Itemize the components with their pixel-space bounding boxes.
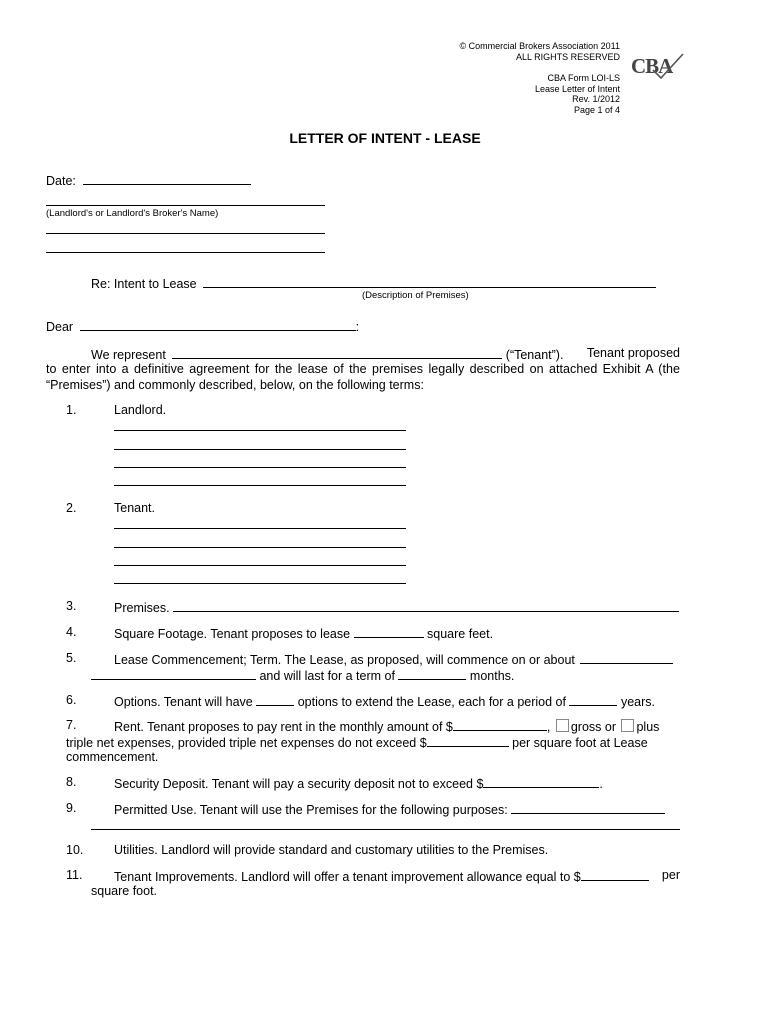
- revision: Rev. 1/2012: [572, 94, 620, 104]
- commencement-date-field[interactable]: [580, 651, 673, 664]
- landlord-field-4[interactable]: [114, 485, 406, 486]
- rent-comma: ,: [546, 720, 551, 734]
- copyright-text: © Commercial Brokers Association 2011: [459, 41, 620, 51]
- monthly-rent-field[interactable]: [453, 718, 547, 731]
- per-sf-text: per square foot at Lease: [512, 736, 648, 750]
- rights-text: ALL RIGHTS RESERVED: [515, 51, 620, 62]
- item-number: 10.: [66, 843, 84, 857]
- square-footage-text: Square Footage. Tenant proposes to lease: [114, 627, 351, 641]
- deposit-row: [114, 775, 603, 791]
- term-row: [91, 667, 514, 683]
- item-number: 9.: [66, 801, 77, 815]
- ti-text: Tenant Improvements. Landlord will offer a tenant improvement allowance equal to $: [114, 870, 581, 884]
- ti-row: [114, 868, 680, 884]
- deposit-period: .: [599, 777, 603, 791]
- square-footage-row: [114, 625, 493, 641]
- form-name: Lease Letter of Intent: [534, 83, 620, 94]
- dear-label: Dear: [46, 320, 74, 334]
- landlord-field-3[interactable]: [114, 467, 406, 468]
- intro-line-2: to enter into a definitive agreement for the lease of the premises legally described on attached Exhibit A (the: [46, 362, 680, 376]
- deposit-text: Security Deposit. Tenant will pay a security deposit not to exceed $: [114, 777, 484, 791]
- rent-text: Rent. Tenant proposes to pay rent in the monthly amount of $: [114, 720, 453, 734]
- commencement-word: commencement.: [66, 750, 159, 764]
- options-count-field[interactable]: [256, 693, 294, 706]
- logo-text: CBA: [631, 54, 673, 78]
- date-row: [46, 172, 251, 188]
- permitted-use-field-cont[interactable]: [91, 829, 680, 830]
- plus-checkbox[interactable]: [621, 719, 634, 732]
- tenant-field-2[interactable]: [114, 547, 406, 548]
- we-represent-text: We represent: [91, 348, 166, 362]
- landlord-field-2[interactable]: [114, 449, 406, 450]
- premises-description-field[interactable]: [203, 275, 656, 288]
- item-number: 3.: [66, 599, 77, 613]
- dear-row: [46, 318, 359, 334]
- commencement-date-field-cont[interactable]: [91, 667, 256, 680]
- re-row: [91, 275, 656, 291]
- landlord-name-field[interactable]: [46, 205, 325, 206]
- tenant-field-4[interactable]: [114, 583, 406, 584]
- item-number: 4.: [66, 625, 77, 639]
- ti-allowance-field[interactable]: [581, 868, 649, 881]
- form-header: [459, 41, 620, 115]
- commencement-row: [114, 651, 673, 667]
- per-text: per: [661, 868, 680, 882]
- intro-line-1: [91, 346, 680, 362]
- plus-text: plus: [636, 720, 660, 734]
- dear-name-field[interactable]: [80, 318, 356, 331]
- tenant-field-3[interactable]: [114, 565, 406, 566]
- square-foot-text: square foot.: [91, 884, 158, 898]
- gross-checkbox[interactable]: [556, 719, 569, 732]
- tenant-quote-text: (“Tenant”).: [505, 348, 564, 362]
- landlord-field-1[interactable]: [114, 430, 406, 431]
- permitted-use-field[interactable]: [511, 801, 665, 814]
- options-period-text: options to extend the Lease, each for a period of: [297, 695, 566, 709]
- commencement-text: Lease Commencement; Term. The Lease, as proposed, will commence on or about: [114, 653, 575, 667]
- date-field[interactable]: [83, 172, 251, 185]
- item-number: 2.: [66, 501, 77, 515]
- premises-caption: (Description of Premises): [362, 290, 469, 301]
- item-number: 7.: [66, 718, 77, 732]
- item-number: 5.: [66, 651, 77, 665]
- months-text: months.: [469, 669, 515, 683]
- landlord-heading: Landlord.: [114, 403, 167, 417]
- dear-colon: :: [355, 320, 360, 334]
- utilities-text: Utilities. Landlord will provide standard and customary utilities to the Premises.: [114, 843, 549, 857]
- form-id: CBA Form LOI-LS: [547, 73, 620, 83]
- permitted-use-text: Permitted Use. Tenant will use the Premises for the following purposes:: [114, 803, 508, 817]
- logo-check-icon: [649, 52, 685, 80]
- cba-logo: [631, 52, 685, 82]
- item-number: 11.: [66, 868, 83, 882]
- permitted-use-row: [114, 801, 665, 817]
- tenant-heading: Tenant.: [114, 501, 156, 515]
- tenant-name-field[interactable]: [172, 346, 502, 359]
- premises-field[interactable]: [173, 599, 679, 612]
- gross-text: gross or: [570, 720, 616, 734]
- deposit-field[interactable]: [483, 775, 599, 788]
- term-text: and will last for a term of: [259, 669, 395, 683]
- options-row: [114, 693, 655, 709]
- square-feet-text: square feet.: [427, 627, 494, 641]
- options-text: Options. Tenant will have: [114, 695, 253, 709]
- tenant-field-1[interactable]: [114, 528, 406, 529]
- item-number: 8.: [66, 775, 77, 789]
- square-feet-field[interactable]: [354, 625, 424, 638]
- item-number: 1.: [66, 403, 77, 417]
- tenant-proposed-text: Tenant proposed: [586, 346, 680, 360]
- years-text: years.: [620, 695, 655, 709]
- landlord-address-field-1[interactable]: [46, 233, 325, 234]
- page-number: Page 1 of 4: [573, 104, 620, 115]
- nnn-row: [66, 734, 648, 750]
- landlord-address-field-2[interactable]: [46, 252, 325, 253]
- landlord-caption: (Landlord's or Landlord's Broker's Name): [46, 208, 219, 219]
- option-years-field[interactable]: [569, 693, 617, 706]
- date-label: Date:: [46, 174, 76, 188]
- nnn-text: triple net expenses, provided triple net expenses do not exceed $: [66, 736, 427, 750]
- premises-label: Premises.: [114, 601, 170, 615]
- term-months-field[interactable]: [398, 667, 466, 680]
- item-number: 6.: [66, 693, 77, 707]
- rent-row: [114, 718, 680, 734]
- premises-row: [114, 599, 679, 615]
- re-label: Re: Intent to Lease: [91, 277, 197, 291]
- intro-line-3: “Premises”) and commonly described, below, on the following terms:: [46, 378, 424, 392]
- page-title: LETTER OF INTENT - LEASE: [289, 130, 481, 146]
- nnn-cap-field[interactable]: [427, 734, 509, 747]
